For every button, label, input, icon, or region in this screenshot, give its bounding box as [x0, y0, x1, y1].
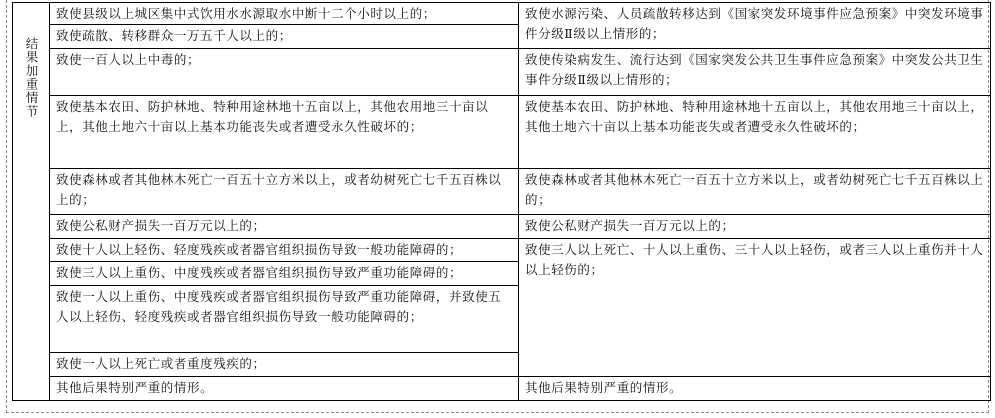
left-cell: 致使三人以上重伤、中度残疾或者器官组织损伤导致严重功能障碍的；: [50, 262, 519, 286]
left-cell: 致使森林或者其他林木死亡一百五十立方米以上，或者幼树死亡七千五百株以上的；: [50, 169, 519, 215]
right-cell: 致使传染病发生、流行达到《国家突发公共卫生事件应急预案》中突发公共卫生事件分级Ⅱ级以上情形的；: [519, 49, 991, 96]
right-cell: 致使水源污染、人员疏散转移达到《国家突发环境事件应急预案》中突发环境事件分级Ⅱ级以上情形的；: [519, 3, 991, 49]
left-cell: 致使公私财产损失一百万元以上的；: [50, 215, 519, 239]
table-row: [13, 377, 991, 401]
left-cell: 致使疏散、转移群众一万五千人以上的；: [50, 25, 519, 49]
left-cell: 致使一百人以上中毒的；: [50, 49, 519, 96]
left-cell: 其他后果特别严重的情形。: [50, 377, 519, 401]
left-cell: 致使县级以上城区集中式饮用水水源取水中断十二个小时以上的；: [50, 3, 519, 25]
left-cell: 致使一人以上死亡或者重度残疾的；: [50, 353, 519, 377]
left-cell: 致使十人以上轻伤、轻度残疾或者器官组织损伤导致一般功能障碍的；: [50, 239, 519, 262]
category-label: 结果加重情节: [24, 37, 39, 118]
table-row: [13, 169, 991, 215]
table-row: [13, 96, 991, 169]
right-cell: 致使基本农田、防护林地、特种用途林地十五亩以上，其他农用地三十亩以上，其他土地六十亩以上基本功能丧失或者遭受永久性破坏的；: [519, 96, 991, 169]
comparison-table: [12, 2, 991, 401]
right-cell: 致使森林或者其他林木死亡一百五十立方米以上，或者幼树死亡七千五百株以上的；: [519, 169, 991, 215]
left-cell: 致使基本农田、防护林地、特种用途林地十五亩以上，其他农用地三十亩以上，其他土地六十亩以上基本功能丧失或者遭受永久性破坏的；: [50, 96, 519, 169]
right-cell: 致使公私财产损失一百万元以上的；: [519, 215, 991, 239]
table-row: [13, 49, 991, 96]
table-row: [13, 239, 991, 262]
right-cell: 致使三人以上死亡、十人以上重伤、三十人以上轻伤，或者三人以上重伤并十人以上轻伤的；: [519, 239, 991, 377]
category-cell: [13, 3, 50, 401]
left-cell: 致使一人以上重伤、中度残疾或者器官组织损伤导致严重功能障碍，并致使五人以上轻伤、轻度残疾或者器官组织损伤导致一般功能障碍的；: [50, 286, 519, 353]
right-cell: 其他后果特别严重的情形。: [519, 377, 991, 401]
table-row: [13, 215, 991, 239]
table-row: [13, 3, 991, 25]
